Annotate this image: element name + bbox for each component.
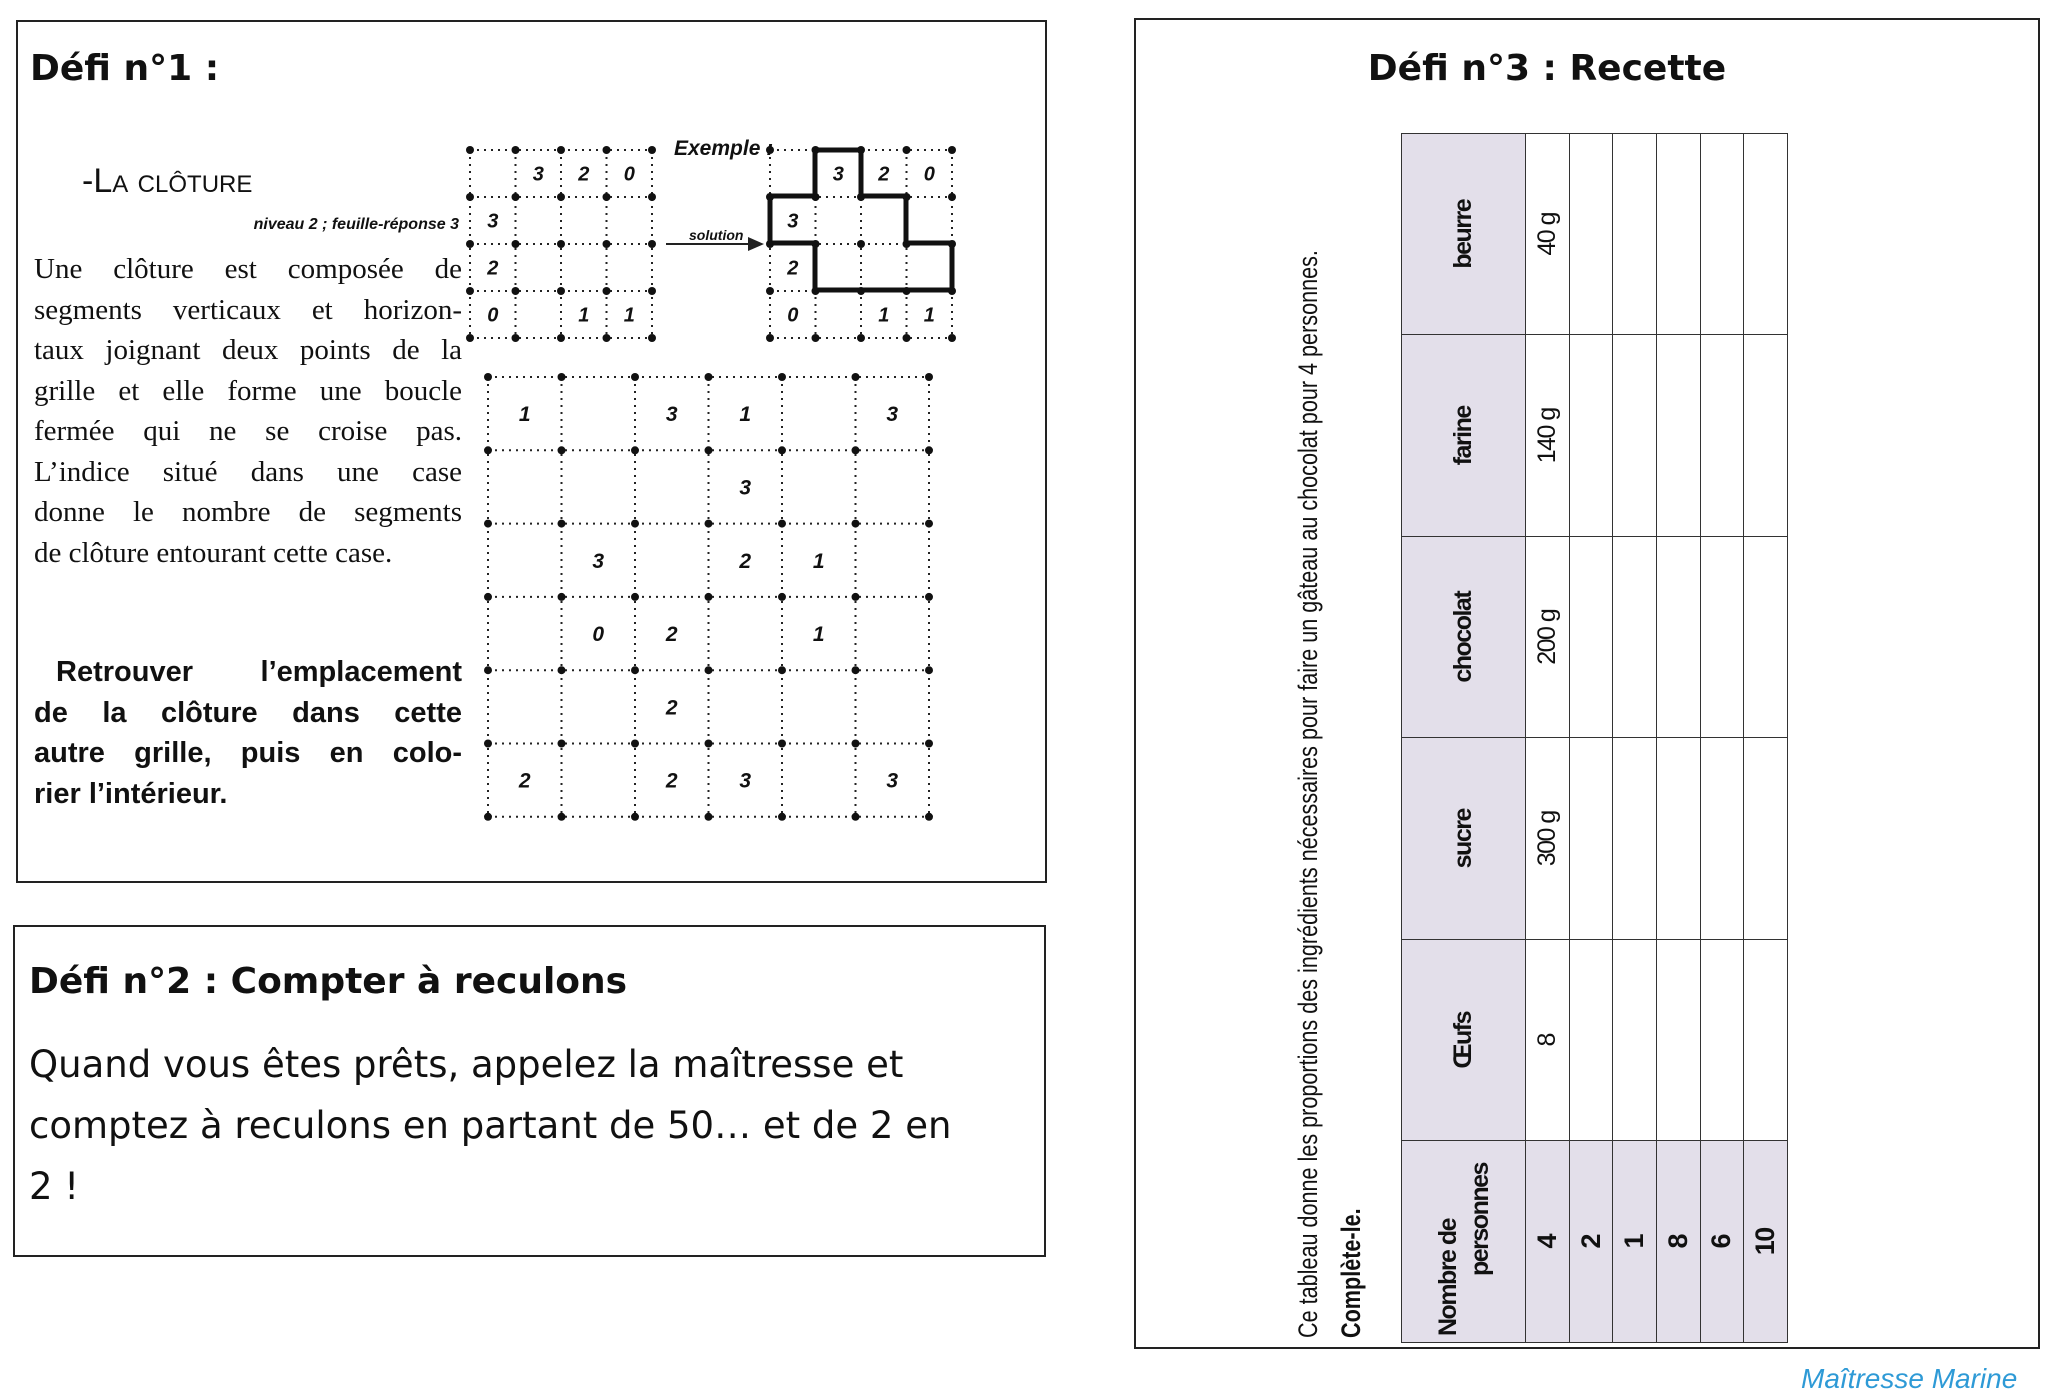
description-line: grille et elle forme une boucle	[34, 374, 462, 407]
grid-dot	[558, 373, 566, 381]
instruction-line: Retrouver l’emplacement	[56, 656, 462, 688]
grid-dot	[484, 446, 492, 454]
persons-cell: 2	[1569, 1141, 1613, 1343]
description-line: de clôture entourant cette case.	[34, 536, 393, 569]
grid-dot	[603, 287, 611, 295]
grid-dot	[648, 287, 656, 295]
grid-dot	[557, 193, 565, 201]
quantity-cell[interactable]	[1613, 537, 1657, 739]
example-label: Exemple :	[674, 137, 774, 160]
grid-clue: 1	[578, 304, 590, 327]
grid-clue: 0	[623, 163, 635, 186]
grid-dot	[648, 240, 656, 248]
grid-dot	[925, 813, 933, 821]
quantity-cell[interactable]	[1700, 738, 1744, 940]
grid-dot	[857, 240, 865, 248]
grid-dot	[778, 666, 786, 674]
grid-dot	[778, 520, 786, 528]
table-row	[1700, 134, 1744, 1343]
grid-clue: 2	[665, 696, 678, 720]
grid-clue: 0	[787, 304, 799, 327]
grid-clue: 3	[592, 549, 605, 573]
defi3-caption	[1287, 138, 1373, 1338]
grid-dot	[705, 740, 713, 748]
grid-dot	[631, 373, 639, 381]
quantity-cell[interactable]	[1700, 537, 1744, 739]
recipe-table	[1401, 133, 1788, 1343]
grid-clue: 3	[532, 163, 544, 186]
description-line: donne le nombre de segments	[34, 496, 462, 528]
grid-dot	[631, 813, 639, 821]
quantity-cell[interactable]	[1657, 335, 1701, 537]
defi1-title: Défi n°1 :	[30, 48, 220, 89]
grid-clue: 3	[886, 769, 899, 793]
grid-dot	[812, 334, 820, 342]
grid-dot	[631, 666, 639, 674]
grid-dot	[705, 520, 713, 528]
header-ingredient: beurre	[1402, 134, 1526, 336]
grid-dot	[852, 373, 860, 381]
grid-dot	[603, 334, 611, 342]
grid-clue: 1	[923, 304, 935, 327]
grid-dot	[852, 520, 860, 528]
defi3-title: Défi n°3 : Recette	[1367, 48, 1727, 89]
puzzle-grid	[484, 373, 933, 821]
grid-clue: 0	[592, 623, 605, 647]
grid-dot	[852, 446, 860, 454]
grid-dot	[925, 373, 933, 381]
grid-dot	[903, 334, 911, 342]
grid-dot	[631, 446, 639, 454]
quantity-cell[interactable]	[1744, 335, 1788, 537]
quantity-cell: 300 g	[1526, 738, 1570, 940]
grid-clue: 2	[665, 623, 678, 647]
grid-dot	[705, 373, 713, 381]
persons-cell: 8	[1657, 1141, 1701, 1343]
grid-clue: 1	[518, 403, 531, 427]
quantity-cell[interactable]	[1613, 335, 1657, 537]
grid-dot	[631, 520, 639, 528]
grid-dot	[603, 146, 611, 154]
grid-dot	[557, 287, 565, 295]
grid-clue: 2	[878, 163, 890, 186]
grid-dot	[512, 240, 520, 248]
solution-label: solution	[689, 227, 744, 243]
grid-clue: 3	[787, 210, 799, 233]
instruction-line: rier l’intérieur.	[34, 777, 228, 810]
instruction-line: autre grille, puis en colo-	[34, 737, 462, 769]
quantity-cell[interactable]	[1657, 537, 1701, 739]
quantity-cell[interactable]	[1657, 940, 1701, 1142]
header-ingredient: farine	[1402, 335, 1526, 537]
grid-clue: 2	[739, 549, 752, 573]
grid-dot	[557, 334, 565, 342]
grid-dot	[558, 520, 566, 528]
grid-dot	[558, 740, 566, 748]
grid-dot	[557, 240, 565, 248]
table-row	[1613, 134, 1657, 1343]
table-row	[1569, 134, 1613, 1343]
description-line: Une clôture est composée de	[34, 253, 462, 285]
persons-cell: 10	[1744, 1141, 1788, 1343]
defi2-panel	[13, 925, 1046, 1257]
quantity-cell[interactable]	[1569, 738, 1613, 940]
grid-dot	[484, 813, 492, 821]
grid-dot	[466, 240, 474, 248]
quantity-cell: 40 g	[1526, 134, 1570, 336]
persons-cell: 1	[1613, 1141, 1657, 1343]
grid-dot	[558, 593, 566, 601]
grid-dot	[852, 740, 860, 748]
grid-clue: 0	[923, 163, 935, 186]
table-row	[1526, 134, 1570, 1343]
header-persons	[1402, 1141, 1526, 1343]
grid-clue: 3	[739, 476, 752, 500]
grid-clue: 1	[739, 403, 752, 427]
defi1-level: niveau 2 ; feuille-réponse 3	[253, 216, 459, 233]
defi1-grids	[0, 0, 1050, 880]
grid-dot	[857, 334, 865, 342]
persons-cell: 4	[1526, 1141, 1570, 1343]
grid-dot	[603, 193, 611, 201]
header-persons-line1: Nombre de	[1433, 1218, 1462, 1336]
grid-dot	[903, 146, 911, 154]
grid-clue: 1	[812, 549, 825, 573]
grid-dot	[484, 593, 492, 601]
grid-dot	[852, 813, 860, 821]
quantity-cell[interactable]	[1569, 134, 1613, 336]
body-line: 2 !	[29, 1165, 80, 1208]
example-grid	[466, 146, 656, 342]
quantity-cell[interactable]	[1657, 134, 1701, 336]
defi1-subtitle: -La clôture	[82, 162, 253, 200]
quantity-cell[interactable]	[1744, 134, 1788, 336]
quantity-cell[interactable]	[1613, 940, 1657, 1142]
grid-dot	[925, 666, 933, 674]
header-ingredient: Œufs	[1402, 940, 1526, 1142]
quantity-cell[interactable]	[1744, 738, 1788, 940]
grid-dot	[705, 813, 713, 821]
grid-clue: 3	[886, 403, 899, 427]
table-row	[1744, 134, 1788, 1343]
quantity-cell[interactable]	[1700, 134, 1744, 336]
grid-dot	[778, 813, 786, 821]
description-line: L’indice situé dans une case	[34, 455, 462, 488]
caption-bold: Complète-le.	[1336, 1208, 1366, 1338]
quantity-cell[interactable]	[1744, 537, 1788, 739]
quantity-cell[interactable]	[1569, 537, 1613, 739]
grid-dot	[766, 287, 774, 295]
quantity-cell: 140 g	[1526, 335, 1570, 537]
grid-dot	[766, 334, 774, 342]
grid-dot	[484, 373, 492, 381]
grid-clue: 3	[739, 769, 752, 793]
defi2-title: Défi n°2 : Compter à reculons	[29, 961, 628, 1002]
footer-author: Maîtresse Marine	[1801, 1363, 2018, 1394]
grid-clue: 1	[878, 304, 890, 327]
quantity-cell[interactable]	[1569, 335, 1613, 537]
grid-clue: 2	[665, 769, 678, 793]
quantity-cell: 8	[1526, 940, 1570, 1142]
grid-dot	[466, 146, 474, 154]
grid-clue: 2	[487, 257, 499, 280]
grid-clue: 1	[812, 623, 825, 647]
body-line: Quand vous êtes prêts, appelez la maîtresse et	[29, 1043, 904, 1086]
quantity-cell[interactable]	[1613, 738, 1657, 940]
quantity-cell[interactable]	[1700, 940, 1744, 1142]
grid-clue: 3	[832, 163, 844, 186]
quantity-cell[interactable]	[1700, 335, 1744, 537]
grid-clue: 3	[665, 403, 678, 427]
grid-dot	[558, 813, 566, 821]
grid-dot	[484, 520, 492, 528]
grid-clue: 2	[578, 163, 590, 186]
quantity-cell: 200 g	[1526, 537, 1570, 739]
grid-dot	[558, 446, 566, 454]
grid-dot	[603, 240, 611, 248]
grid-dot	[778, 446, 786, 454]
grid-dot	[512, 146, 520, 154]
grid-dot	[512, 334, 520, 342]
body-line: comptez à reculons en partant de 50… et de 2 en	[29, 1104, 952, 1147]
grid-dot	[705, 446, 713, 454]
quantity-cell[interactable]	[1657, 738, 1701, 940]
grid-dot	[925, 740, 933, 748]
recipe-table-wrapper	[1401, 133, 1788, 1343]
caption-text: Ce tableau donne les proportions des ingrédients nécessaires pour faire un gâteau au chocolat pour 4 personnes.	[1293, 250, 1323, 1338]
header-persons-line2: personnes	[1465, 1163, 1494, 1276]
grid-dot	[948, 334, 956, 342]
header-ingredient: chocolat	[1402, 537, 1526, 739]
grid-clue: 2	[518, 769, 531, 793]
persons-cell: 6	[1700, 1141, 1744, 1343]
grid-clue: 3	[487, 210, 499, 233]
grid-dot	[484, 740, 492, 748]
grid-dot	[466, 287, 474, 295]
grid-dot	[512, 287, 520, 295]
header-ingredient: sucre	[1402, 738, 1526, 940]
grid-dot	[648, 334, 656, 342]
description-line: segments verticaux et horizon-	[34, 293, 462, 326]
grid-dot	[778, 373, 786, 381]
grid-dot	[512, 193, 520, 201]
grid-dot	[852, 666, 860, 674]
grid-dot	[852, 593, 860, 601]
grid-dot	[925, 520, 933, 528]
grid-dot	[648, 193, 656, 201]
grid-dot	[948, 193, 956, 201]
grid-dot	[778, 740, 786, 748]
grid-dot	[631, 593, 639, 601]
description-line: taux joignant deux points de la	[34, 334, 462, 366]
grid-clue: 2	[787, 257, 799, 280]
table-row	[1657, 134, 1701, 1343]
grid-clue: 0	[487, 304, 499, 327]
quantity-cell[interactable]	[1744, 940, 1788, 1142]
grid-dot	[705, 593, 713, 601]
defi2-body	[29, 1034, 951, 1217]
table-header-row	[1402, 134, 1526, 1343]
grid-dot	[466, 334, 474, 342]
description-line: fermée qui ne se croise pas.	[34, 415, 462, 447]
grid-dot	[925, 593, 933, 601]
grid-dot	[925, 446, 933, 454]
grid-dot	[778, 593, 786, 601]
quantity-cell[interactable]	[1569, 940, 1613, 1142]
instruction-line: de la clôture dans cette	[34, 696, 462, 729]
grid-dot	[484, 666, 492, 674]
grid-clue: 1	[623, 304, 635, 327]
grid-dot	[466, 193, 474, 201]
grid-dot	[648, 146, 656, 154]
quantity-cell[interactable]	[1613, 134, 1657, 336]
grid-dot	[948, 146, 956, 154]
grid-dot	[558, 666, 566, 674]
grid-dot	[631, 740, 639, 748]
grid-dot	[705, 666, 713, 674]
grid-dot	[557, 146, 565, 154]
